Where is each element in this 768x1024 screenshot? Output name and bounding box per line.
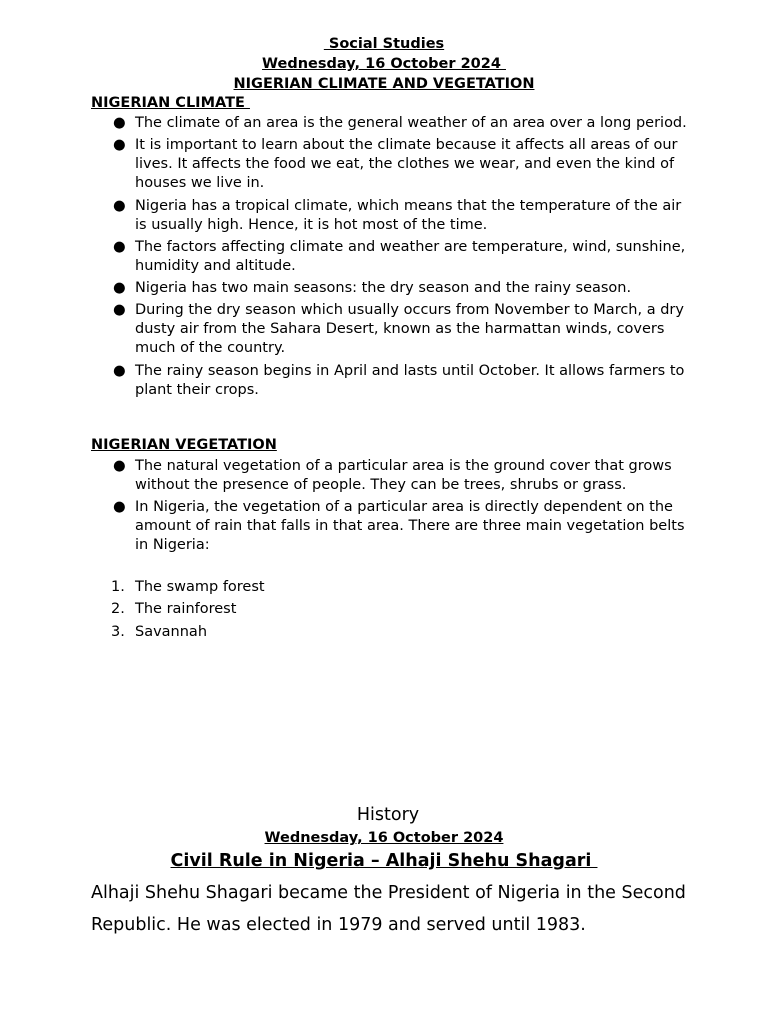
- list-item: [91, 279, 691, 298]
- list-item: [91, 600, 691, 619]
- climate-bullet-list: [91, 114, 691, 403]
- bullet-icon: ●: [113, 115, 126, 131]
- climate-heading: NIGERIAN CLIMATE: [91, 95, 250, 111]
- list-item-text: The natural vegetation of a particular area is the ground cover that grows without the presence of people. They can be trees, shrubs or grass.: [135, 458, 672, 493]
- list-item-text: The climate of an area is the general weather of an area over a long period.: [135, 115, 687, 131]
- bullet-icon: ●: [113, 197, 126, 214]
- list-item: [91, 136, 691, 193]
- lesson-title: NIGERIAN CLIMATE AND VEGETATION: [233, 76, 535, 92]
- bullet-icon: ●: [113, 499, 126, 516]
- bullet-icon: ●: [113, 280, 126, 297]
- list-item: [91, 301, 691, 358]
- vegetation-bullet-list: [91, 457, 691, 559]
- list-item-text: In Nigeria, the vegetation of a particular area is directly dependent on the amount of rain that falls in that area. There are three main vegetation belts in Nigeria:: [135, 499, 685, 554]
- bullet-icon: ●: [113, 137, 126, 154]
- bullet-icon: ●: [113, 238, 126, 255]
- vegetation-heading: NIGERIAN VEGETATION: [91, 437, 277, 453]
- list-item: [91, 623, 691, 642]
- subject-title: Social Studies: [323, 36, 445, 52]
- vegetation-belts-list: [91, 578, 691, 645]
- list-number: 3.: [111, 623, 125, 640]
- list-item-text: It is important to learn about the climate because it affects all areas of our lives. It affects the food we eat, the clothes we wear, and even the kind of houses we live in.: [135, 137, 678, 192]
- list-item-text: Savannah: [135, 623, 208, 640]
- list-item: [91, 578, 691, 597]
- list-item-text: The swamp forest: [135, 579, 265, 595]
- list-item: [91, 238, 691, 276]
- history-subject-title: History: [356, 805, 420, 825]
- list-item: [91, 362, 691, 400]
- list-item: [91, 457, 691, 495]
- list-item: [91, 197, 691, 235]
- list-item: [91, 498, 691, 555]
- history-date: Wednesday, 16 October 2024: [264, 830, 504, 846]
- list-number: 2.: [111, 601, 125, 618]
- list-item-text: Nigeria has two main seasons: the dry season and the rainy season.: [135, 280, 632, 297]
- history-title: Civil Rule in Nigeria – Alhaji Shehu Shagari: [170, 851, 598, 871]
- bullet-icon: ●: [113, 362, 126, 379]
- list-item-text: The rainy season begins in April and lasts until October. It allows farmers to plant their crops.: [135, 362, 685, 398]
- list-item-text: During the dry season which usually occurs from November to March, a dry dusty air from the Sahara Desert, known as the harmattan winds, covers much of the country.: [135, 302, 684, 357]
- list-number: 1.: [111, 579, 125, 595]
- list-item-text: Nigeria has a tropical climate, which means that the temperature of the air is usually high. Hence, it is hot most of the time.: [135, 197, 682, 233]
- history-paragraph: Alhaji Shehu Shagari became the President of Nigeria in the Second Republic. He was elected in 1979 and served until 1983.: [91, 883, 686, 935]
- list-item: [91, 114, 691, 133]
- list-item-text: The factors affecting climate and weather are temperature, wind, sunshine, humidity and altitude.: [135, 238, 686, 274]
- lesson-date: Wednesday, 16 October 2024: [262, 56, 506, 72]
- bullet-icon: ●: [113, 302, 126, 319]
- list-item-text: The rainforest: [135, 601, 237, 618]
- bullet-icon: ●: [113, 458, 126, 474]
